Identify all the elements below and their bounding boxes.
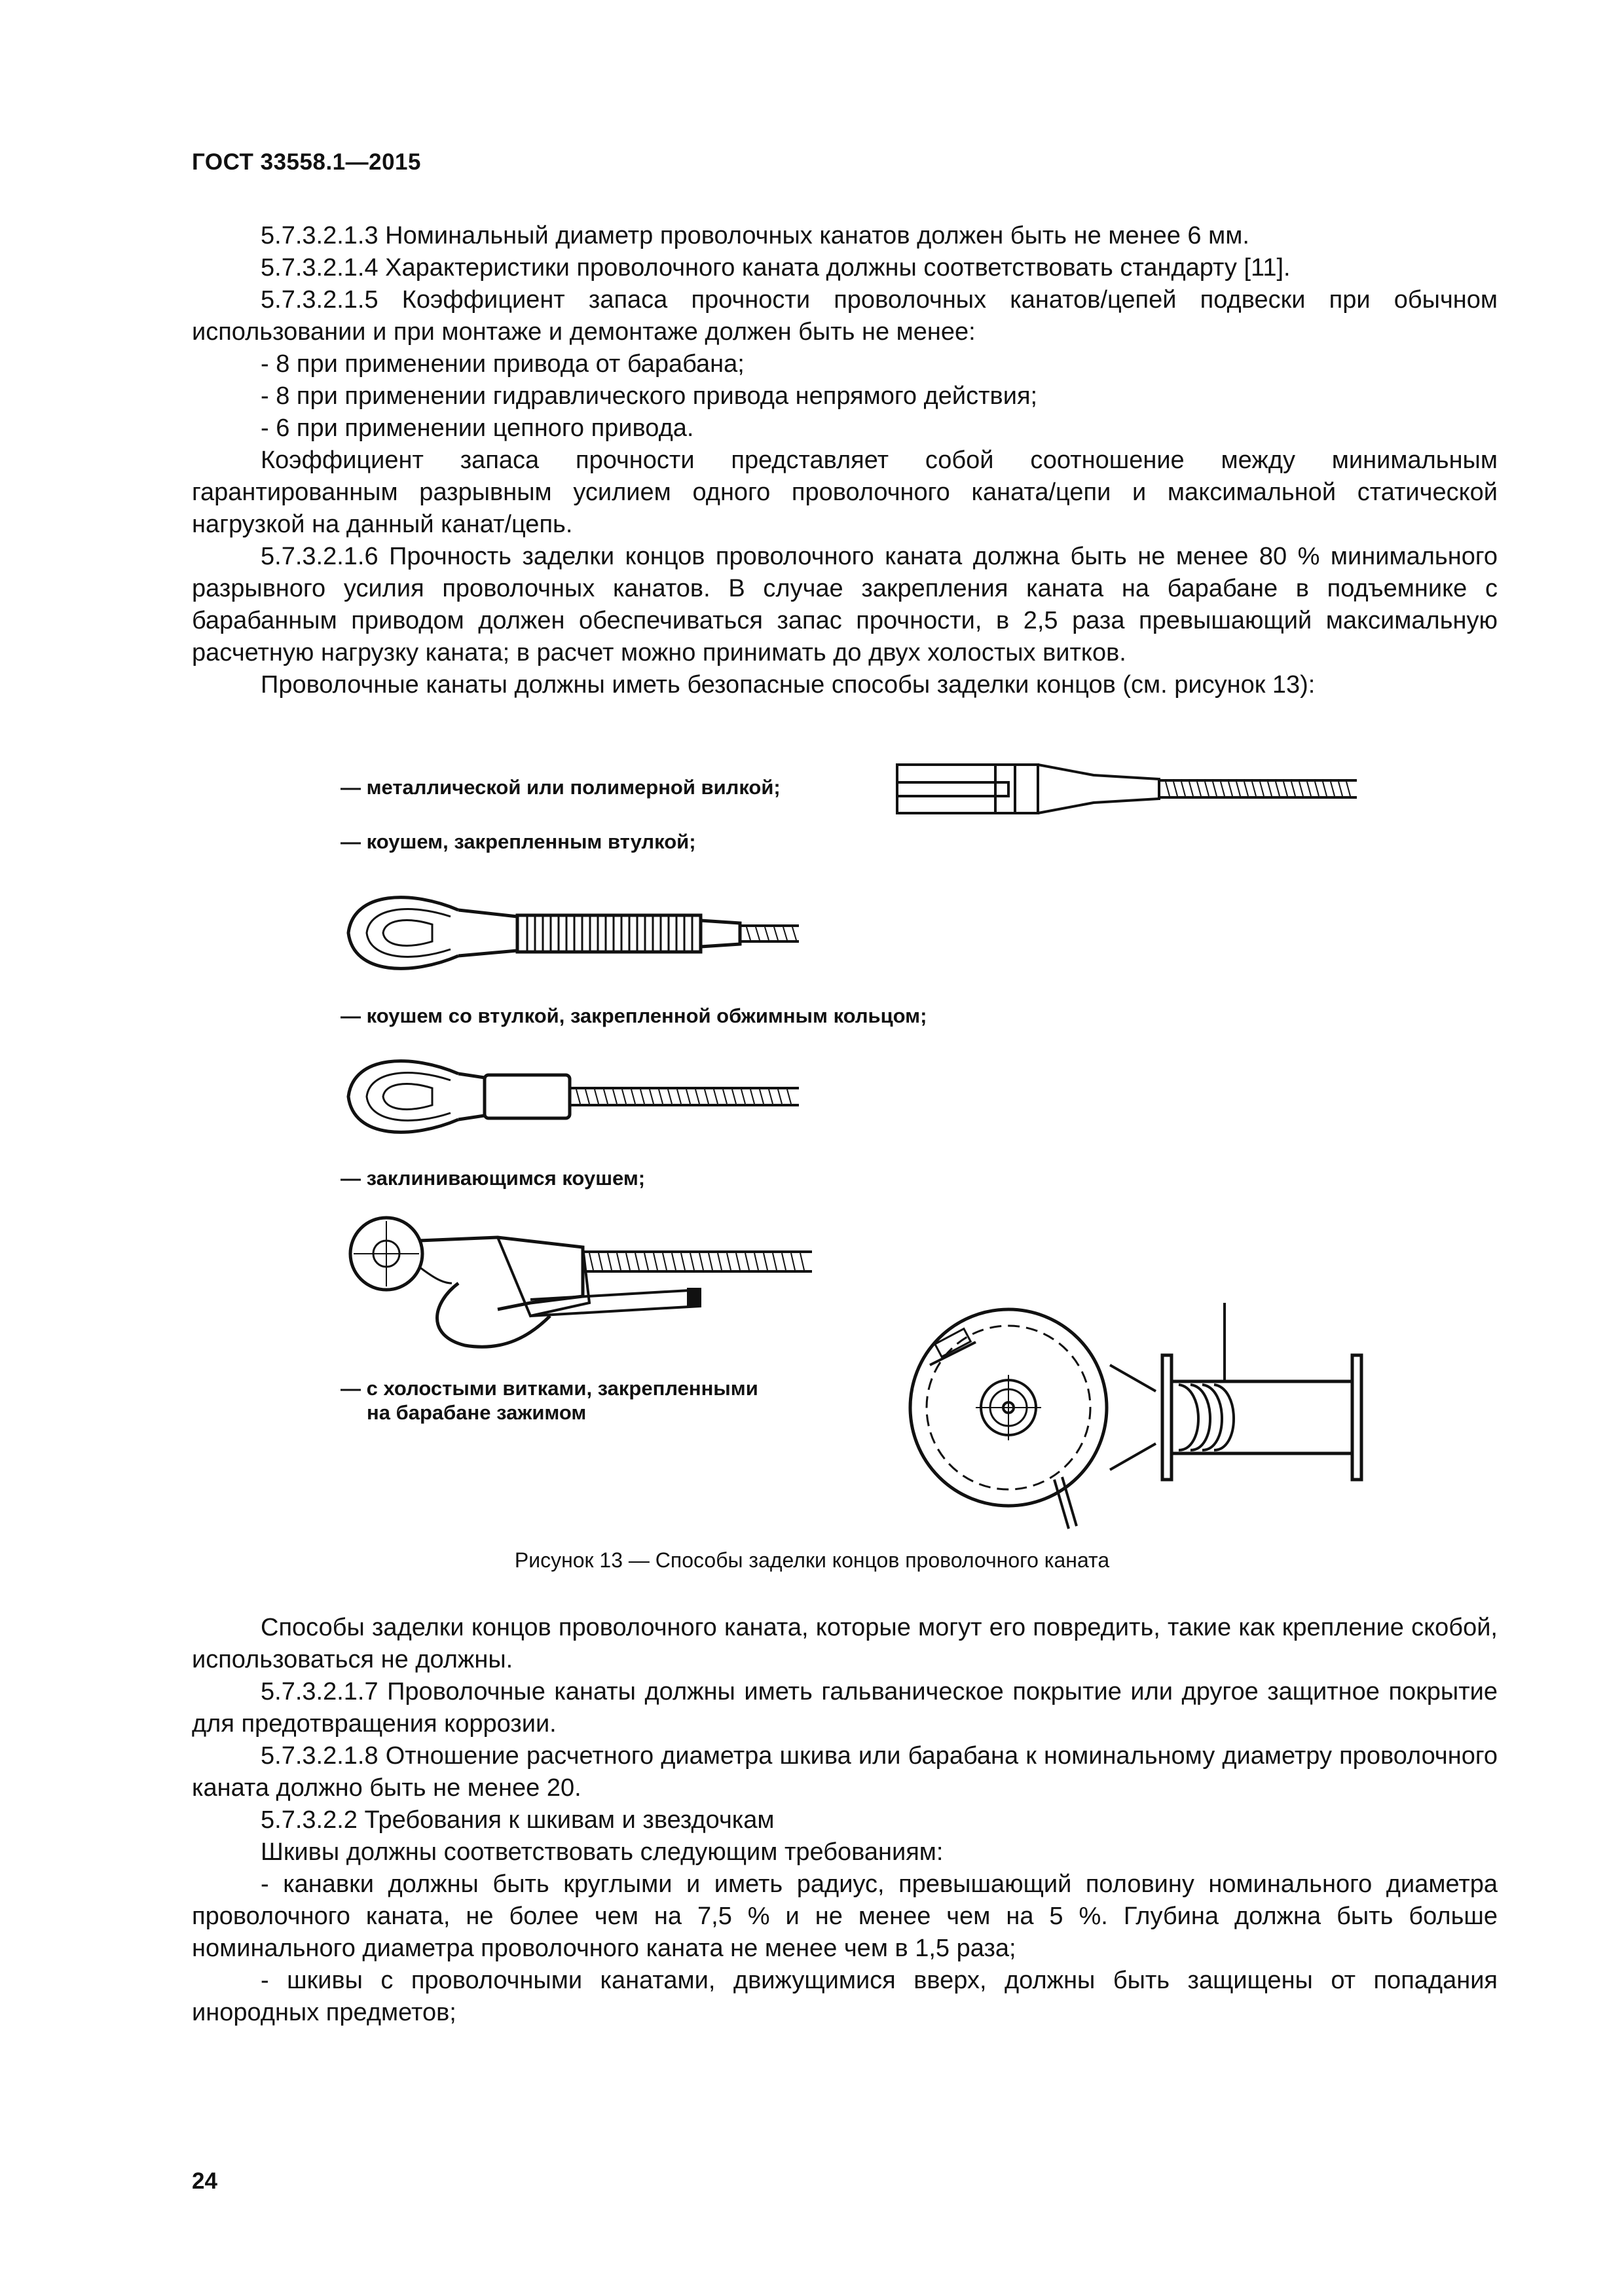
- drum-idle-turns-drawing: [897, 1303, 1401, 1539]
- fig-label-drum-line2: на барабане зажимом: [367, 1401, 587, 1424]
- paragraph: Шкивы должны соответствовать следующим требованиям:: [261, 1838, 944, 1866]
- paragraph: 5.7.3.2.1.4 Характеристики проволочного каната должны соответствовать стандарту [11].: [261, 254, 1291, 282]
- paragraph: Проволочные канаты должны иметь безопасные способы заделки концов (см. рисунок 13):: [261, 671, 1316, 699]
- list-item: - 6 при применении цепного привода.: [261, 414, 694, 442]
- fig-label-thimble-ferrule: — коушем со втулкой, закрепленной обжимным кольцом;: [341, 1004, 927, 1027]
- figure-caption: Рисунок 13 — Способы заделки концов проволочного каната: [514, 1548, 1110, 1572]
- thimble-sleeve-drawing: [334, 877, 805, 989]
- paragraph: 5.7.3.2.1.7 Проволочные канаты должны иметь гальваническое покрытие или другое защитное покрытие для предотвращения коррозии.: [192, 1678, 1498, 1738]
- fig-label-wedge-thimble: — заклинивающимся коушем;: [341, 1167, 646, 1190]
- fig-label-fork: — металлической или полимерной вилкой;: [341, 776, 781, 799]
- list-item: - канавки должны быть круглыми и иметь радиус, превышающий половину номинального диаметра проволочного каната, не более чем на 7,5 % и не менее чем на 5 %. Глубина должна быть больше номинального диаметра проволочного каната не менее чем в 1,5 раза;: [192, 1870, 1498, 1962]
- page-number: 24: [192, 2168, 217, 2194]
- fig-label-drum-line1: — с холостыми витками, закрепленными: [341, 1377, 758, 1400]
- paragraph: 5.7.3.2.1.6 Прочность заделки концов проволочного каната должна быть не менее 80 % минимального разрывного усилия проволочных канатов. В случае закрепления каната на барабане в подъемнике с барабанным приводом должен обеспечиваться запас прочности, в 2,5 раза превышающий максимальную расчетную нагрузку каната; в расчет можно принимать до двух холостых витков.: [192, 543, 1498, 666]
- text-block-top: [192, 220, 1498, 701]
- wedge-thimble-drawing: [334, 1211, 819, 1362]
- paragraph: 5.7.3.2.2 Требования к шкивам и звездочкам: [261, 1806, 775, 1834]
- fig-label-thimble-sleeve: — коушем, закрепленным втулкой;: [341, 830, 696, 853]
- paragraph: Коэффициент запаса прочности представляет собой соотношение между минимальным гарантированным разрывным усилием одного проволочного каната/цепи и максимальной статической нагрузкой на данный канат/цепь.: [192, 446, 1498, 538]
- text-block-bottom: [192, 1612, 1498, 2029]
- thimble-ferrule-drawing: [334, 1041, 805, 1152]
- paragraph: 5.7.3.2.1.8 Отношение расчетного диаметра шкива или барабана к номинальному диаметру проволочного каната должно быть не менее 20.: [192, 1742, 1498, 1802]
- paragraph: Способы заделки концов проволочного каната, которые могут его повредить, такие как крепление скобой, использоваться не должны.: [192, 1614, 1498, 1673]
- list-item: - 8 при применении привода от барабана;: [261, 350, 745, 378]
- paragraph: 5.7.3.2.1.5 Коэффициент запаса прочности проволочных канатов/цепей подвески при обычном использовании и при монтаже и демонтаже должен быть не менее:: [192, 286, 1498, 346]
- list-item: - шкивы с проволочными канатами, движущимися вверх, должны быть защищены от попадания инородных предметов;: [192, 1967, 1498, 2026]
- document-header: ГОСТ 33558.1—2015: [192, 149, 421, 175]
- fork-termination-drawing: [891, 753, 1362, 825]
- paragraph: 5.7.3.2.1.3 Номинальный диаметр проволочных канатов должен быть не менее 6 мм.: [261, 222, 1249, 249]
- list-item: - 8 при применении гидравлического привода непрямого действия;: [261, 382, 1038, 410]
